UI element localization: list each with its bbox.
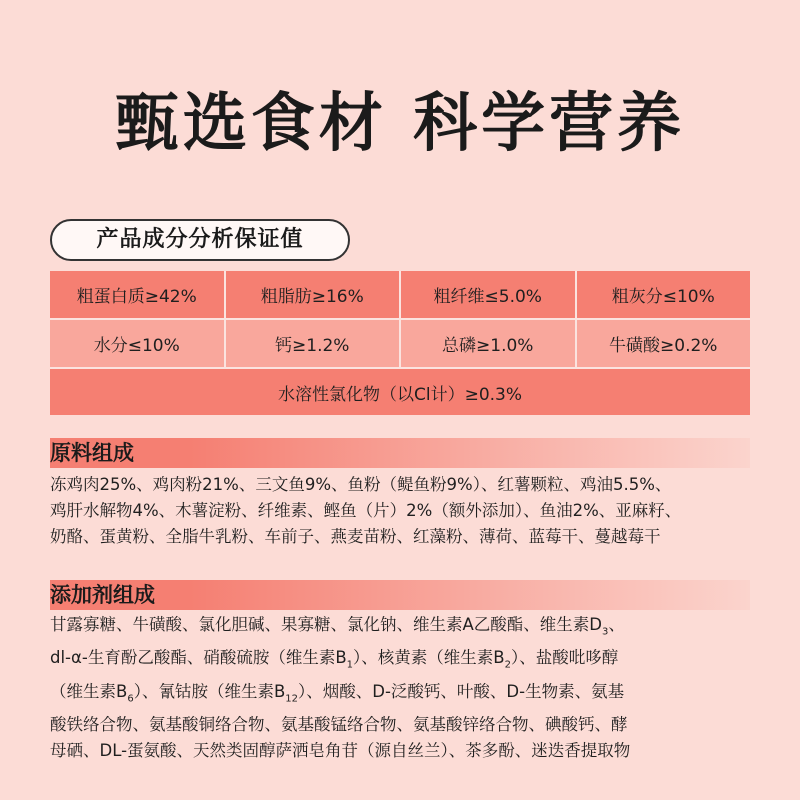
table-cell: 牛磺酸≥0.2% <box>609 336 718 356</box>
raw-materials-line: 奶酪、蛋黄粉、全脂牛乳粉、车前子、燕麦苗粉、红藻粉、薄荷、蓝莓干、蔓越莓干 <box>50 527 661 546</box>
table-cell: 粗蛋白质≥42% <box>50 271 226 318</box>
additives-title: 添加剂组成 <box>50 583 155 607</box>
table-row <box>50 369 750 415</box>
additives-line <box>50 612 762 645</box>
subscript: 12 <box>285 692 299 704</box>
table-cell: 粗灰分≤10% <box>611 287 715 307</box>
page-title: 甄选食材 科学营养 <box>114 87 686 161</box>
additives-text-segment: ）、盐酸吡哆醇 <box>511 648 619 668</box>
raw-materials-line: 鸡肝水解物4%、木薯淀粉、纤维素、鲣鱼（片）2%（额外添加）、鱼油2%、亚麻籽、 <box>50 501 682 520</box>
additives-text-segment: ）、核黄素（维生素B <box>353 648 505 668</box>
raw-materials-header-bar <box>50 438 750 468</box>
guarantee-table <box>50 271 750 415</box>
additives-line: 母硒、DL-蛋氨酸、天然类固醇萨洒皂角苷（源自丝兰）、茶多酚、迷迭香提取物 <box>50 740 631 760</box>
additives-text-segment: ）、氰钴胺（维生素B <box>133 681 286 701</box>
table-cell: 粗纤维≤5.0% <box>401 271 577 318</box>
additives-line <box>50 679 762 712</box>
additives-text-segment: 甘露寡糖、牛磺酸、氯化胆碱、果寡糖、氯化钠、维生素A乙酸酯、维生素D <box>50 615 602 634</box>
table-cell: 水溶性氯化物（以Cl计）≥0.3% <box>277 384 523 405</box>
additives-text-segment: （维生素B <box>50 681 128 701</box>
subscript: 6 <box>127 692 134 704</box>
additives-text <box>50 612 762 764</box>
subscript: 1 <box>346 659 354 671</box>
table-cell: 钙≥1.2% <box>226 320 402 367</box>
additives-text-segment: dl-α-生育酚乙酸酯、硝酸硫胺（维生素B <box>50 648 347 668</box>
raw-materials-line: 冻鸡肉25%、鸡肉粉21%、三文鱼9%、鱼粉（鳀鱼粉9%）、红薯颗粒、鸡油5.5%、 <box>50 475 672 494</box>
additives-text-segment: ）、烟酸、D-泛酸钙、叶酸、D-生物素、氨基 <box>298 681 625 701</box>
table-cell: 粗脂肪≥16% <box>226 271 402 318</box>
subscript: 2 <box>504 659 511 671</box>
guarantee-label: 产品成分分析保证值 <box>50 219 350 261</box>
raw-materials-title: 原料组成 <box>50 441 134 465</box>
additives-text-segment: 、 <box>608 615 625 634</box>
raw-materials-text <box>50 472 762 550</box>
table-cell: 水分≤10% <box>50 320 226 367</box>
additives-header-bar <box>50 580 750 610</box>
additives-line: 酸铁络合物、氨基酸铜络合物、氨基酸锰络合物、氨基酸锌络合物、碘酸钙、酵 <box>50 714 628 734</box>
subscript: 3 <box>602 626 609 638</box>
additives-line <box>50 645 762 678</box>
table-cell: 总磷≥1.0% <box>401 320 577 367</box>
table-row <box>50 320 750 369</box>
table-row <box>50 271 750 320</box>
